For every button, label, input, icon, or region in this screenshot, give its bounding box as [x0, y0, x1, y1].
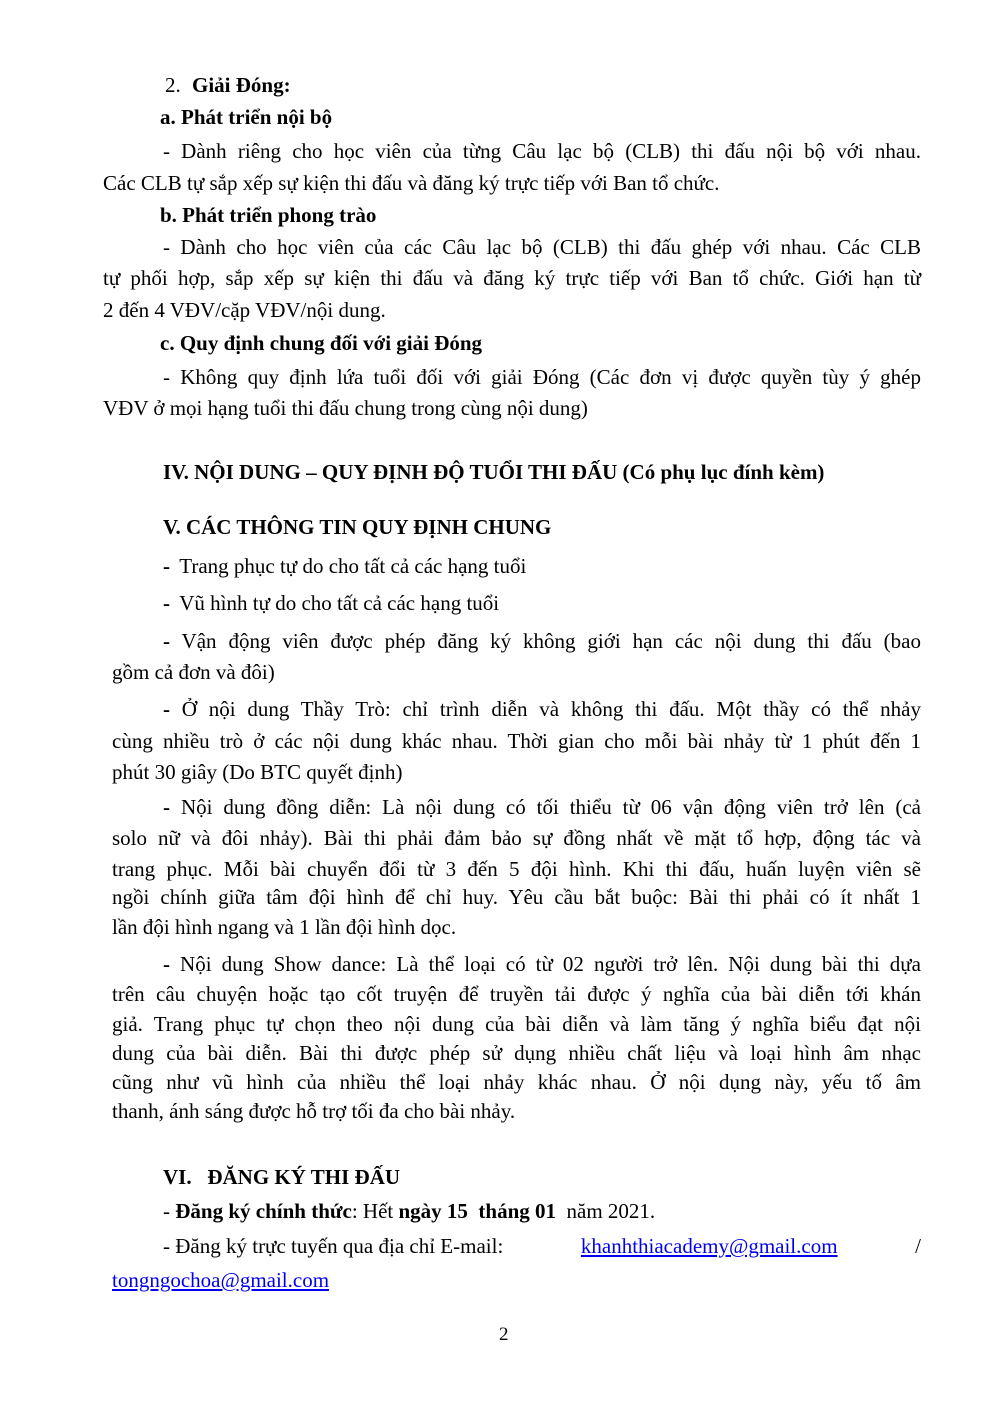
rule-item-2 — [163, 593, 499, 614]
rule-item-4-line-3: phút 30 giây (Do BTC quyết định) — [112, 760, 403, 784]
section-2-heading — [165, 75, 291, 96]
rule-item-1-text: Trang phục tự do cho tất cả các hạng tuổi — [179, 554, 527, 578]
online-registration-line — [163, 1236, 921, 1257]
online-registration-text: - Đăng ký trực tuyến qua địa chỉ E-mail: — [163, 1234, 504, 1258]
rule-item-6-line-4: dung của bài diễn. Bài thi được phép sử dụng nhiều chất liệu và loại hình âm nhạc — [112, 1041, 921, 1065]
email-link-khanhthi[interactable]: khanhthiacademy@gmail.com — [580, 1234, 838, 1258]
rule-item-3-line-1 — [163, 631, 921, 652]
subsection-b-line-2: tự phối hợp, sắp xếp sự kiện thi đấu và đăng ký trực tiếp với Ban tổ chức. Giới hạn từ — [103, 266, 921, 290]
reg-label: Đăng ký chính thức — [175, 1199, 352, 1223]
rule-item-5-line-4: ngồi chính giữa tâm đội hình để chỉ huy. Yêu cầu bắt buộc: Bài thi phải có ít nhất 1 — [112, 885, 921, 909]
page-number: 2 — [499, 1324, 509, 1345]
rule-item-4-line-2: cùng nhiều trò ở các nội dung khác nhau. Thời gian cho mỗi bài nhảy từ 1 phút đến 1 — [112, 729, 921, 753]
rule-item-5-line-3: trang phục. Mỗi bài chuyển đổi từ 3 đến 5 đội hình. Khi thi đấu, huấn luyện viên sẽ — [112, 857, 921, 881]
rule-item-4-line-1 — [163, 699, 921, 720]
rule-item-6-line-2: trên câu chuyện hoặc tạo cốt truyện để truyền tải được ý nghĩa của bài diễn tới khán — [112, 982, 921, 1006]
reg-prefix: - — [163, 1199, 176, 1223]
reg-year: năm 2021. — [556, 1199, 656, 1223]
section-5-heading: V. CÁC THÔNG TIN QUY ĐỊNH CHUNG — [163, 515, 552, 539]
rule-item-5-text-1: Nội dung đồng diễn: Là nội dung có tối thiểu từ 06 vận động viên trở lên (cả — [180, 795, 922, 819]
rule-item-5-line-2: solo nữ và đôi nhảy). Bài thi phải đảm bảo sự đồng nhất về mặt tổ hợp, động tác và — [112, 826, 921, 850]
rule-item-3-text-1: Vận động viên được phép đăng ký không giới hạn các nội dung thi đấu (bao — [181, 629, 921, 653]
dash-bullet: - — [163, 591, 170, 615]
official-registration-line — [163, 1201, 655, 1222]
rule-item-1 — [163, 556, 526, 577]
reg-colon: : Hết — [351, 1199, 399, 1223]
section-2-title: Giải Đóng: — [192, 73, 291, 97]
email-separator: / — [915, 1234, 921, 1258]
subsection-c-title: c. Quy định chung đối với giải Đóng — [160, 331, 483, 355]
email-link-tongngochoa[interactable]: tongngochoa@gmail.com — [112, 1268, 330, 1292]
subsection-c-line-2: VĐV ở mọi hạng tuổi thi đấu chung trong cùng nội dung) — [103, 396, 588, 420]
subsection-b-line-1: - Dành cho học viên của các Câu lạc bộ (CLB) thi đấu ghép với nhau. Các CLB — [163, 235, 921, 259]
email-line-2 — [112, 1270, 329, 1291]
rule-item-5-line-1 — [163, 797, 921, 818]
subsection-c-line-1: - Không quy định lứa tuổi đối với giải Đóng (Các đơn vị được quyền tùy ý ghép — [163, 365, 921, 389]
rule-item-6-line-1 — [163, 954, 921, 975]
dash-bullet: - — [163, 697, 170, 721]
rule-item-6-line-3: giả. Trang phục tự chọn theo nội dung của bài diễn và làm tăng ý nghĩa biểu đạt nội — [112, 1012, 921, 1036]
rule-item-4-text-1: Ở nội dung Thầy Trò: chỉ trình diễn và không thi đấu. Một thầy có thể nhảy — [181, 697, 921, 721]
section-4-heading: IV. NỘI DUNG – QUY ĐỊNH ĐỘ TUỔI THI ĐẤU (Có phụ lục đính kèm) — [163, 460, 825, 484]
dash-bullet: - — [163, 554, 170, 578]
dash-bullet: - — [163, 629, 170, 653]
rule-item-2-text: Vũ hình tự do cho tất cả các hạng tuổi — [179, 591, 500, 615]
subsection-a-line-2: Các CLB tự sắp xếp sự kiện thi đấu và đăng ký trực tiếp với Ban tổ chức. — [103, 171, 720, 195]
dash-bullet: - — [163, 952, 170, 976]
section-2-number: 2. — [165, 73, 181, 97]
subsection-b-title: b. Phát triển phong trào — [160, 203, 377, 227]
rule-item-3-line-2: gồm cả đơn và đôi) — [112, 660, 275, 684]
rule-item-6-line-6: thanh, ánh sáng được hỗ trợ tối đa cho bài nhảy. — [112, 1099, 516, 1123]
subsection-a-line-1: - Dành riêng cho học viên của từng Câu lạc bộ (CLB) thi đấu nội bộ với nhau. — [163, 139, 921, 163]
rule-item-5-line-5: lần đội hình ngang và 1 lần đội hình dọc. — [112, 915, 457, 939]
subsection-b-line-3: 2 đến 4 VĐV/cặp VĐV/nội dung. — [103, 298, 386, 322]
section-6-heading: VI. ĐĂNG KÝ THI ĐẤU — [163, 1165, 401, 1189]
dash-bullet: - — [163, 795, 170, 819]
reg-date: ngày 15 tháng 01 — [398, 1199, 556, 1223]
rule-item-6-text-1: Nội dung Show dance: Là thể loại có từ 02 người trở lên. Nội dung bài thi dựa — [180, 952, 921, 976]
rule-item-6-line-5: cũng như vũ hình của nhiều thể loại nhảy khác nhau. Ở nội dụng này, yếu tố âm — [112, 1070, 921, 1094]
subsection-a-title: a. Phát triển nội bộ — [160, 105, 333, 129]
